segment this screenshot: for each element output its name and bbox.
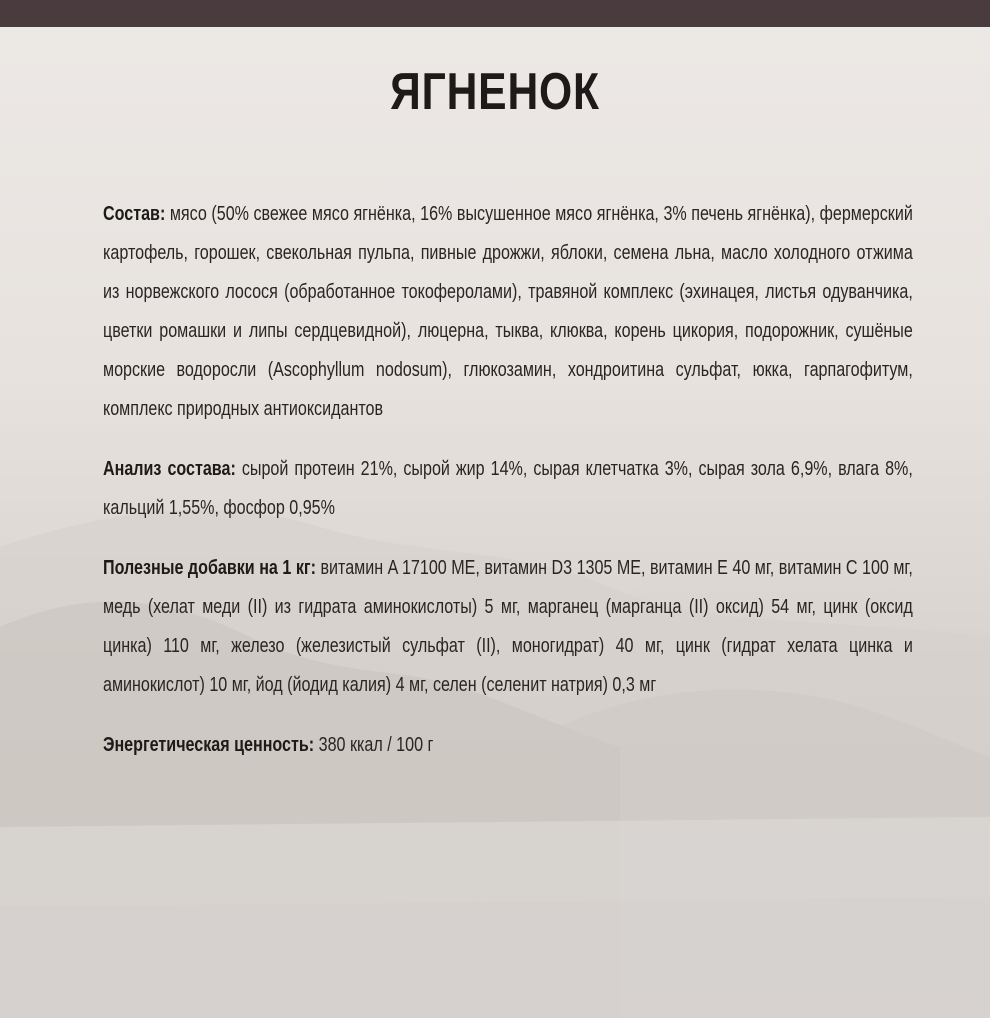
composition-label: Состав: (103, 203, 166, 225)
composition-text: мясо (50% свежее мясо ягнёнка, 16% высушенное мясо ягнёнка, 3% печень ягнёнка), фермерский картофель, горошек, свекольная пульпа, пивные дрожжи, яблоки, семена льна, масло холодного отжима из норвежского лосося (обработанное токоферолами), травяной комплекс (эхинацея, листья одуванчика, цветки ромашки и липы сердцевидной), люцерна, тыква, клюква, корень цикория, подорожник, сушёные морские водоросли (Ascophyllum nodosum), глюкозамин, хондроитина сульфат, юкка, гарпагофитум, комплекс природных антиоксидантов (103, 203, 913, 420)
analysis-text: сырой протеин 21%, сырой жир 14%, сырая клетчатка 3%, сырая зола 6,9%, влага 8%, кальций 1,55%, фосфор 0,95% (103, 458, 913, 519)
additives-text: витамин A 17100 МЕ, витамин D3 1305 МЕ, витамин Е 40 мг, витамин С 100 мг, медь (хелат меди (II) из гидрата аминокислоты) 5 мг, марганец (марганца (II) оксид) 54 мг, цинк (оксид цинка) 110 мг, железо (железистый сульфат (II), моногидрат) 40 мг, цинк (гидрат хелата цинка и аминокислот) 10 мг, йод (йодид калия) 4 мг, селен (селенит натрия) 0,3 мг (103, 557, 913, 696)
additives-label: Полезные добавки на 1 кг: (103, 557, 316, 579)
product-description (103, 195, 913, 786)
page-title: ЯГНЕНОК (390, 63, 600, 121)
additives-paragraph (103, 549, 913, 705)
energy-label: Энергетическая ценность: (103, 734, 315, 756)
energy-text: 380 ккал / 100 г (318, 734, 434, 756)
analysis-label: Анализ состава: (103, 458, 236, 480)
analysis-paragraph (103, 450, 913, 528)
energy-paragraph (103, 726, 913, 765)
top-bar (0, 0, 990, 27)
composition-paragraph (103, 195, 913, 429)
